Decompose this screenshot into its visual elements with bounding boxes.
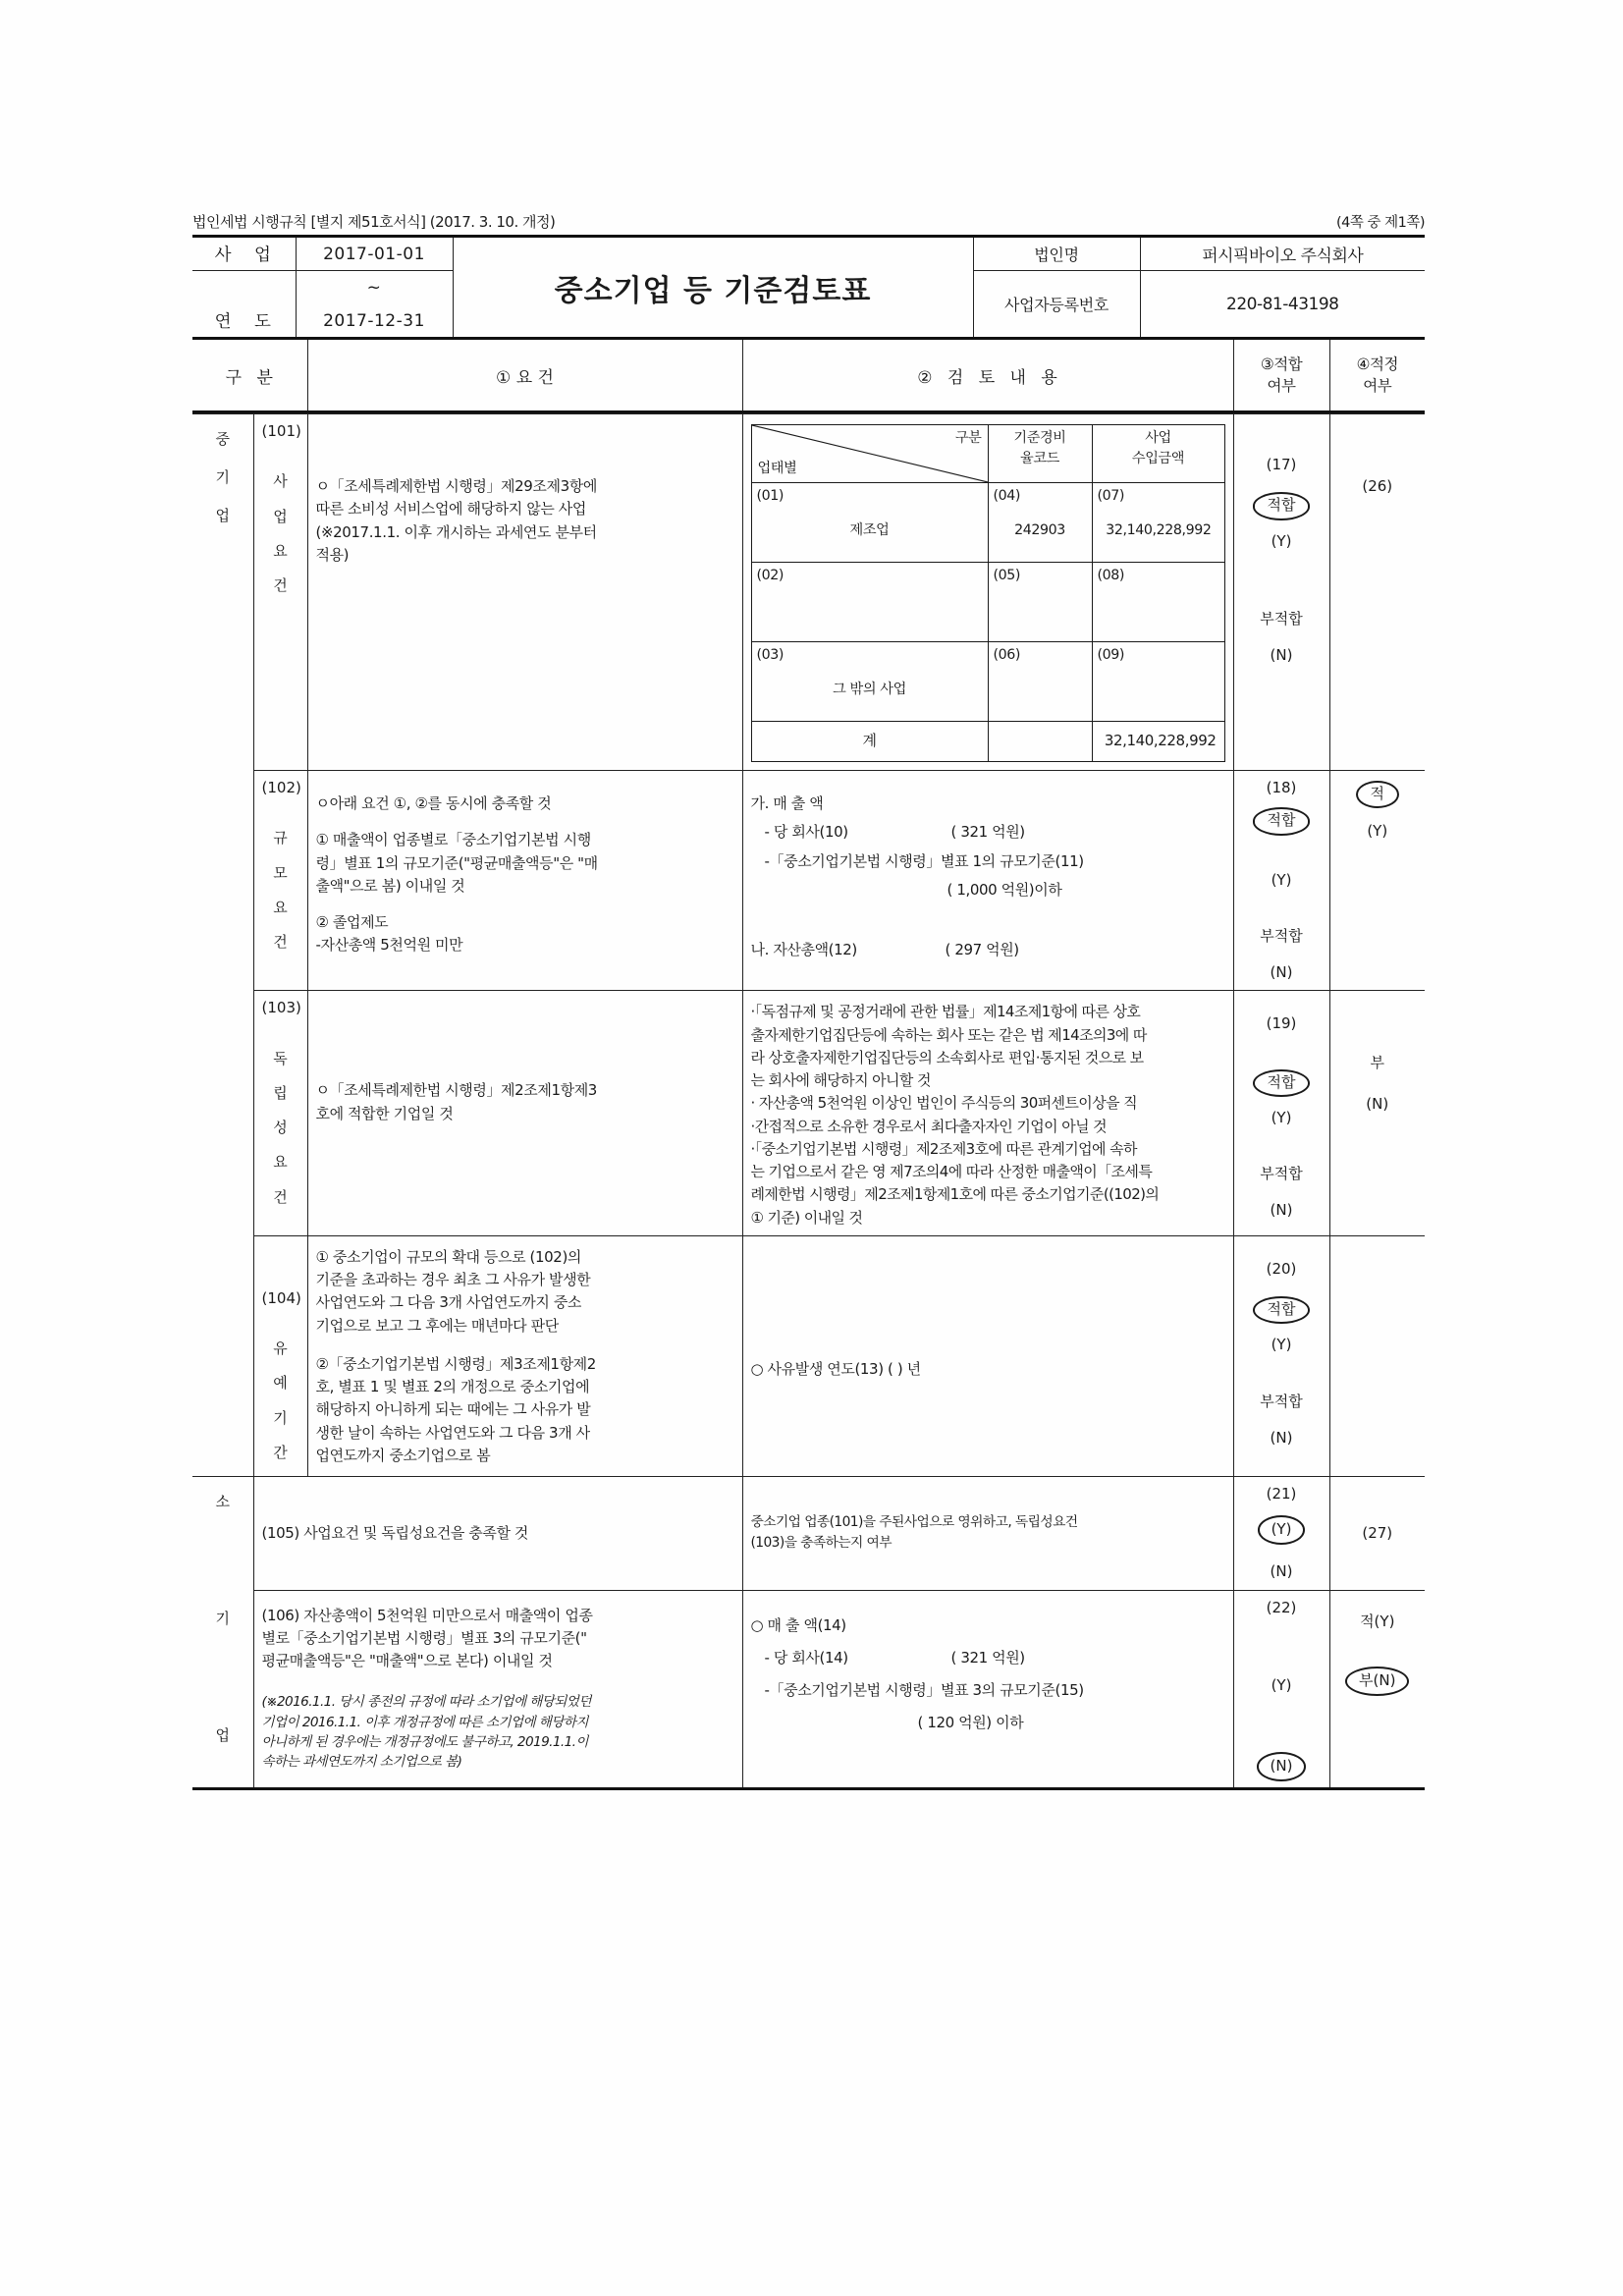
adequacy-103-value: 부	[1370, 1054, 1384, 1072]
form-reference: 법인세법 시행규칙 [별지 제51호서식] (2017. 3. 10. 개정)	[192, 213, 556, 231]
form-sheet	[192, 211, 1425, 1790]
corp-name-label: 법인명	[973, 237, 1140, 271]
adequacy-103: 부 (N)	[1329, 991, 1425, 1236]
col-header-requirement: ① 요 건	[307, 340, 742, 412]
row-code-103: (103) 독 립 성 요 건	[253, 991, 307, 1236]
subtable-cell-amount-2: (08)	[1092, 563, 1224, 642]
group-label-medium: 중 기 업	[192, 414, 253, 1477]
subtable-cell-amount-3: (09)	[1092, 642, 1224, 722]
col-header-judgement: ③적합 여부	[1233, 340, 1329, 412]
requirement-103: ㅇ「조세특례제한법 시행령」제2조제1항제3 호에 적합한 기업일 것	[307, 991, 742, 1236]
judgement-105-no[interactable]: (N)	[1270, 1562, 1293, 1581]
row-code-104: (104) 유 예 기 간	[253, 1235, 307, 1476]
judgement-102-yes-circled[interactable]: 적합	[1253, 807, 1311, 835]
adequacy-102-yes-circled[interactable]: 적	[1356, 781, 1400, 808]
business-type-subtable	[751, 424, 1225, 762]
row-code-102: (102) 규 모 요 건	[253, 771, 307, 991]
subtable-cell-code-2: (05)	[988, 563, 1092, 642]
table-row	[192, 1235, 1425, 1476]
review-103: ·「독점규제 및 공정거래에 관한 법률」제14조제1항에 따른 상호 출자제한기업집단등에 속하는 회사 또는 같은 법 제14조의3에 따 라 상호출자제한기업집단등의 소속회사로 편입·통지된 것으로 보 는 회사에 해당하지 아니할 것 · 자산총액 5천억원 이상인 법인이 주식등의 30퍼센트이상을 직 ·간접적으로 소유한 경우로서 최다출자자인 기업이 아닐 것 ·「중소기업기본법 시행령」제2조제3호에 따른 관계기업에 속하 는 기업으로서 같은 영 제7조의4에 따라 산정한 매출액이「조세특 례제한법 시행령」제2조제1항제1호에 따른 중소기업기준((102)의 ① 기준) 이내일 것	[742, 991, 1233, 1236]
subtable-cell-type-3: (03) 그 밖의 사업	[751, 642, 988, 722]
adequacy-102: 적 (Y)	[1329, 771, 1425, 991]
subtable-cell-code-1: (04) 242903	[988, 483, 1092, 563]
subtable-total-label: 계	[751, 722, 988, 762]
subtable-cell-type-1: (01) 제조업	[751, 483, 988, 563]
subtable-header-expense-code: 기준경비 율코드	[988, 425, 1092, 483]
requirement-104: ① 중소기업이 규모의 확대 등으로 (102)의 기준을 초과하는 경우 최초 그 사유가 발생한 사업연도와 그 다음 3개 사업연도까지 중소 기업으로 보고 그 후에는 매년마다 판단 ②「중소기업기본법 시행령」제3조제1항제2 호, 별표 1 및 별표 2의 개정으로 중소기업에 해당하지 아니하게 되는 때에는 그 사유가 발 생한 날이 속하는 사업연도와 그 다음 3개 사 업연도까지 중소기업으로 봄	[307, 1235, 742, 1476]
adequacy-105: (27)	[1329, 1477, 1425, 1591]
subtable-cell-amount-1: (07) 32,140,228,992	[1092, 483, 1224, 563]
requirement-102: ㅇ아래 요건 ①, ②를 동시에 충족할 것 ① 매출액이 업종별로「중소기업기본법 시행 령」별표 1의 규모기준("평균매출액등"은 "매 출액"으로 봄) 이내일 것 ② 졸업제도 -자산총액 5천억원 미만	[307, 771, 742, 991]
col-header-gubun: 구 분	[192, 340, 307, 412]
period-date-to: 2017-12-31	[296, 304, 453, 339]
subtable-total-row	[751, 722, 1224, 762]
biz-no-label: 사업자등록번호	[973, 271, 1140, 339]
judgement-101-no[interactable]: 부적합	[1260, 609, 1303, 628]
table-row	[192, 991, 1425, 1236]
judgement-103-no[interactable]: 부적합	[1260, 1165, 1303, 1182]
criteria-table	[192, 413, 1425, 1790]
review-105: 중소기업 업종(101)을 주된사업으로 영위하고, 독립성요건 (103)을 충족하는지 여부	[742, 1477, 1233, 1591]
period-label-top: 사 업	[192, 237, 296, 271]
judgement-102-no[interactable]: 부적합	[1260, 926, 1303, 945]
review-106: ○ 매 출 액(14) - 당 회사(14) ( 321 억원) -「중소기업기본법 시행령」별표 3의 규모기준(15) ( 120 억원) 이하	[742, 1590, 1233, 1789]
adequacy-104	[1329, 1235, 1425, 1476]
period-spacer-left	[192, 271, 296, 305]
requirement-101: ㅇ「조세특례제한법 시행령」제29조제3항에 따른 소비성 서비스업에 해당하지 않는 사업 (※2017.1.1. 이후 개시하는 과세연도 분부터 적용)	[307, 414, 742, 771]
adequacy-106-yes[interactable]: 적(Y)	[1360, 1612, 1395, 1630]
judgement-105: (21) (Y) (N)	[1233, 1477, 1329, 1591]
judgement-102: (18) 적합 (Y) 부적합 (N)	[1233, 771, 1329, 991]
review-102: 가. 매 출 액 - 당 회사(10) ( 321 억원) -「중소기업기본법 시행령」별표 1의 규모기준(11) ( 1,000 억원)이하 나. 자산총액(12) ( 297 억원)	[742, 771, 1233, 991]
review-101	[742, 414, 1233, 771]
judgement-101: (17) 적합 (Y) 부적합 (N)	[1233, 414, 1329, 771]
subtable-total-amount: 32,140,228,992	[1092, 722, 1224, 762]
column-header-row	[192, 340, 1425, 413]
judgement-103: (19) 적합 (Y) 부적합 (N)	[1233, 991, 1329, 1236]
corp-name-value: 퍼시픽바이오 주식회사	[1140, 237, 1425, 271]
judgement-106: (22) (Y) (N)	[1233, 1590, 1329, 1789]
subtable-cell-code-3: (06)	[988, 642, 1092, 722]
table-row	[192, 414, 1425, 771]
judgement-106-yes[interactable]: (Y)	[1271, 1675, 1292, 1694]
adequacy-101: (26)	[1329, 414, 1425, 771]
subtable-row	[751, 563, 1224, 642]
table-row	[192, 1590, 1425, 1789]
group-label-small: 소 기 업	[192, 1477, 253, 1789]
col-header-review: ② 검 토 내 용	[742, 340, 1233, 412]
requirement-105: (105) 사업요건 및 독립성요건을 충족할 것	[253, 1477, 742, 1591]
subtable-header-corner: 구분 업태별	[751, 425, 988, 483]
review-104: ○ 사유발생 연도(13) ( ) 년	[742, 1235, 1233, 1476]
col-header-adequacy: ④적정 여부	[1329, 340, 1425, 412]
subtable-cell-type-2: (02)	[751, 563, 988, 642]
judgement-106-no-circled[interactable]: (N)	[1257, 1752, 1307, 1781]
subtable-header-revenue: 사업 수입금액	[1092, 425, 1224, 483]
table-row	[192, 1477, 1425, 1591]
period-label-bottom: 연 도	[192, 304, 296, 339]
page-number: (4쪽 중 제1쪽)	[1335, 215, 1425, 231]
subtable-total-code	[988, 722, 1092, 762]
judgement-104-no[interactable]: 부적합	[1260, 1392, 1303, 1410]
row-code-101: (101) 사 업 요 건	[253, 414, 307, 771]
period-date-from: 2017-01-01	[296, 237, 453, 271]
judgement-104-yes-circled[interactable]: 적합	[1253, 1296, 1311, 1324]
form-header-table	[192, 235, 1425, 340]
subtable-row	[751, 483, 1224, 563]
judgement-105-yes-circled[interactable]: (Y)	[1258, 1515, 1306, 1545]
judgement-103-yes-circled[interactable]: 적합	[1253, 1069, 1311, 1097]
period-tilde: ~	[296, 271, 453, 305]
subtable-row	[751, 642, 1224, 722]
form-meta-line	[192, 211, 1425, 235]
requirement-106: (106) 자산총액이 5천억원 미만으로서 매출액이 업종 별로「중소기업기본법 시행령」별표 3의 규모기준(" 평균매출액등"은 "매출액"으로 본다) 이내일 것 (※2016.1.1. 당시 종전의 규정에 따라 소기업에 해당되었던 기업이 2016.1.1. 이후 개정규정에 따른 소기업에 해당하지 아니하게 된 경우에는 개정규정에도 불구하고, 2019.1.1.이 속하는 과세연도까지 소기업으로 봄)	[253, 1590, 742, 1789]
biz-no-value: 220-81-43198	[1140, 271, 1425, 339]
adequacy-106-no-circled[interactable]: 부(N)	[1345, 1667, 1409, 1696]
judgement-101-yes-circled[interactable]: 적합	[1253, 492, 1311, 519]
adequacy-106	[1329, 1590, 1425, 1789]
table-row	[192, 771, 1425, 991]
judgement-104: (20) 적합 (Y) 부적합 (N)	[1233, 1235, 1329, 1476]
form-title: 중소기업 등 기준검토표	[453, 237, 973, 339]
